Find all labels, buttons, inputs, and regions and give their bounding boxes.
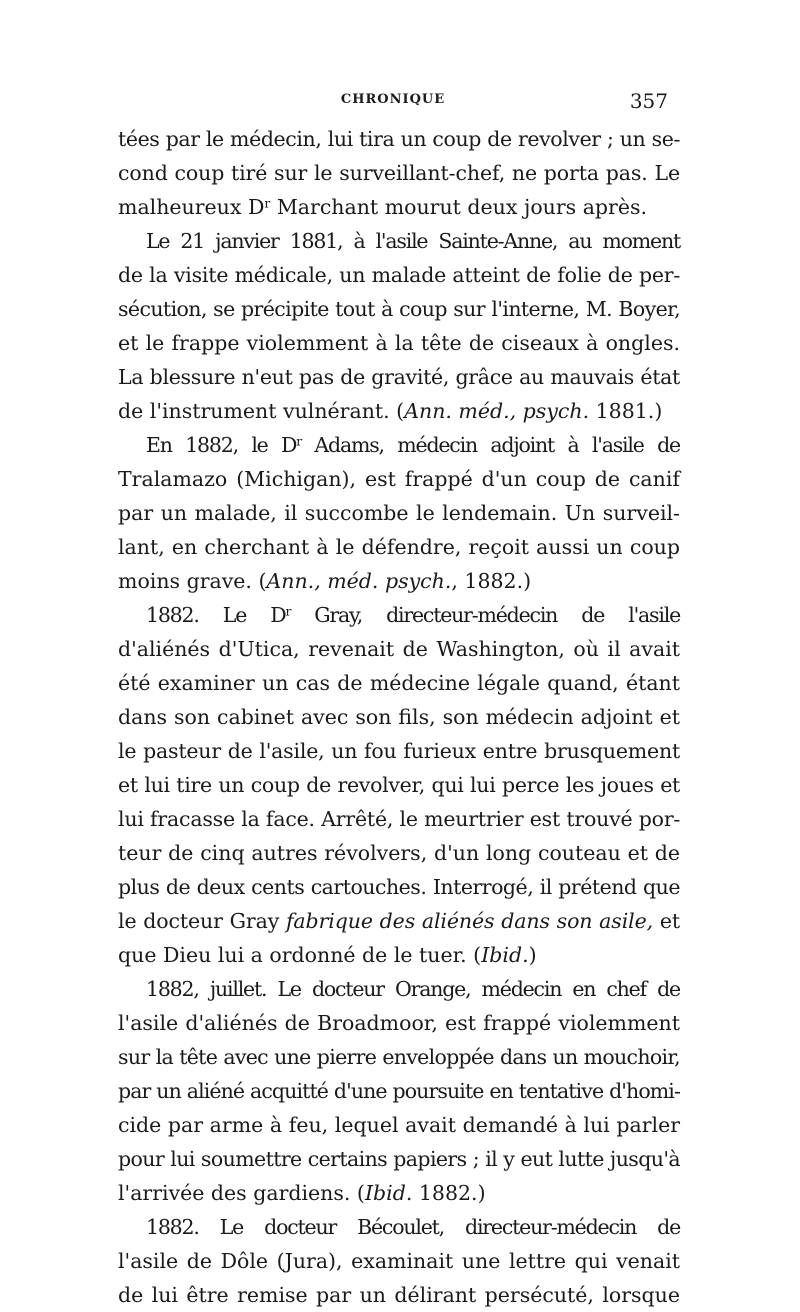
text-line: cide par arme à feu, lequel avait demandé à lui parler xyxy=(118,1113,680,1137)
text-line: le pasteur de l'asile, un fou furieux entre brusquement xyxy=(118,739,680,763)
text-line: malheureux $D^r$ Marchant mourut deux jours après. xyxy=(118,195,648,219)
text-line: d'aliénés d'Utica, revenait de Washington, où il avait xyxy=(118,637,680,661)
text-line: La blessure n'eut pas de gravité, grâce au mauvais état xyxy=(118,365,680,389)
text-line: de l'instrument vulnérant. (Ann. méd., psych. 1881.) xyxy=(118,399,663,423)
page-number: 357 xyxy=(629,89,668,113)
text-line: cond coup tiré sur le surveillant-chef, ne porta pas. Le xyxy=(118,161,680,185)
text-line: l'asile d'aliénés de Broadmoor, est frappé violemment xyxy=(118,1011,680,1035)
text-line: lui fracasse la face. Arrêté, le meurtrier est trouvé por- xyxy=(118,807,681,831)
text-line: dans son cabinet avec son fils, son médecin adjoint et xyxy=(118,705,680,729)
body-text xyxy=(118,122,680,1312)
text-line: et lui tire un coup de revolver, qui lui perce les joues et xyxy=(118,773,680,797)
text-line: l'arrivée des gardiens. (Ibid. 1882.) xyxy=(118,1181,486,1205)
paragraph-first-line: 1882. Le $D^r$ Gray, directeur-médecin de l'asile xyxy=(146,603,680,627)
text-line: sur la tête avec une pierre enveloppée dans un mouchoir, xyxy=(118,1045,680,1069)
text-line: moins grave. (Ann., méd. psych., 1882.) xyxy=(118,569,532,593)
text-line: plus de deux cents cartouches. Interrogé, il prétend que xyxy=(118,875,680,899)
text-line: lant, en cherchant à le défendre, reçoit aussi un coup xyxy=(118,535,680,559)
text-line: que Dieu lui a ordonné de le tuer. (Ibid.) xyxy=(118,943,537,967)
paragraph-first-line: En 1882, le $D^r$ Adams, médecin adjoint à l'asile de xyxy=(146,433,680,457)
text-line: pour lui soumettre certains papiers ; il y eut lutte jusqu'à xyxy=(118,1147,680,1171)
text-line: le docteur Gray fabrique des aliénés dans son asile, et xyxy=(118,909,680,933)
paragraph-first-line: 1882, juillet. Le docteur Orange, médecin en chef de xyxy=(146,977,680,1001)
text-line: sécution, se précipite tout à coup sur l'interne, M. Boyer, xyxy=(118,297,680,321)
paragraph-first-line: Le 21 janvier 1881, à l'asile Sainte-Anne, au moment xyxy=(146,229,680,253)
text-line: de la visite médicale, un malade atteint de folie de per- xyxy=(118,263,681,287)
text-line: et le frappe violemment à la tête de ciseaux à ongles. xyxy=(118,331,680,355)
text-line: tées par le médecin, lui tira un coup de revolver ; un se- xyxy=(118,127,680,151)
text-line: l'asile de Dôle (Jura), examinait une lettre qui venait xyxy=(118,1249,680,1273)
running-head: CHRONIQUE xyxy=(340,92,446,107)
paragraph-first-line: 1882. Le docteur Bécoulet, directeur-médecin de xyxy=(146,1215,680,1239)
text-line: teur de cinq autres révolvers, d'un long couteau et de xyxy=(118,841,680,865)
text-line: par un aliéné acquitté d'une poursuite en tentative d'homi- xyxy=(118,1079,680,1103)
text-line: été examiner un cas de médecine légale quand, étant xyxy=(118,671,680,695)
text-line: par un malade, il succombe le lendemain. Un surveil- xyxy=(118,501,680,525)
text-line: de lui être remise par un délirant persécuté, lorsque xyxy=(118,1283,680,1307)
page-header xyxy=(118,89,668,116)
text-line: Tralamazo (Michigan), est frappé d'un coup de canif xyxy=(118,467,680,491)
